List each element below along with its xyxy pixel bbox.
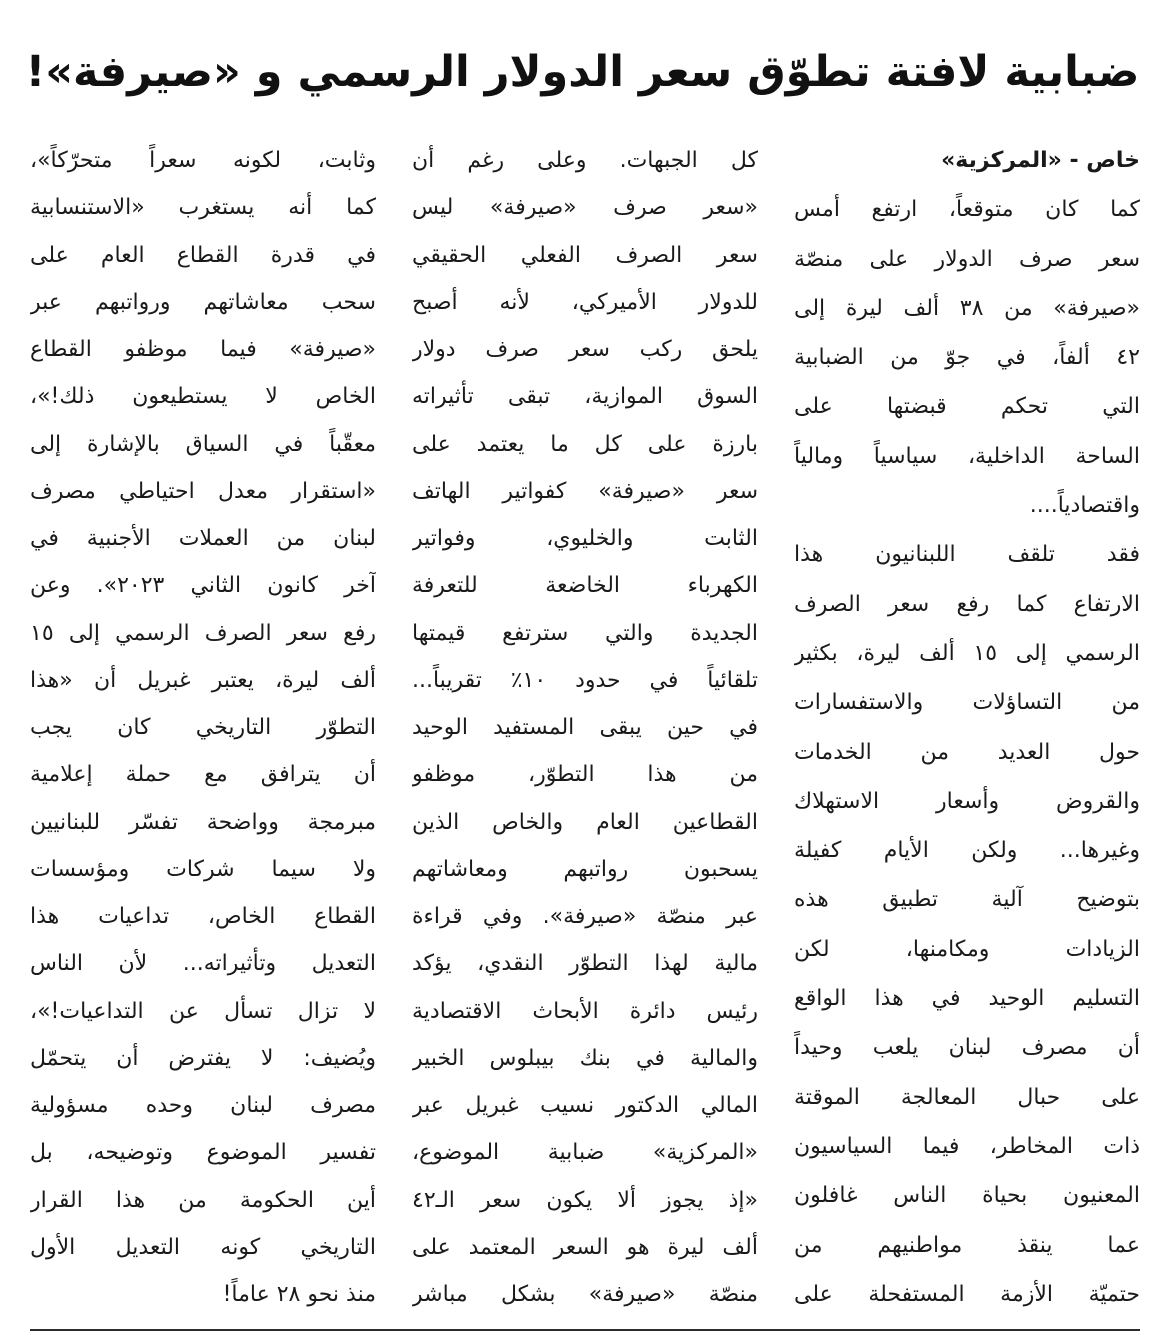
text-line: «سعر صرف «صيرفة» ليس xyxy=(412,195,758,221)
text-line: القطاع الخاص، تداعيات هذا xyxy=(30,904,376,929)
text-line: عما ينقذ مواطنيهم من xyxy=(794,1232,1140,1258)
text-line: ويُضيف: لا يفترض أن يتحمّل xyxy=(30,1045,376,1071)
text-line: أين الحكومة من هذا القرار xyxy=(30,1187,376,1213)
text-line: التسليم الوحيد في هذا الواقع xyxy=(794,986,1140,1012)
text-line: «المركزية» ضبابية الموضوع، xyxy=(412,1140,758,1166)
text-line: رئيس دائرة الأبحاث الاقتصادية xyxy=(412,998,758,1024)
text-line: أن يترافق مع حملة إعلامية xyxy=(30,762,376,788)
text-line: أن مصرف لبنان يلعب وحيداً xyxy=(794,1035,1140,1061)
text-line: للدولار الأميركي، لأنه أصبح xyxy=(412,289,758,315)
text-line: يلحق ركب سعر صرف دولار xyxy=(412,337,758,362)
column-3 xyxy=(30,138,376,1318)
text-line: «استقرار معدل احتياطي مصرف xyxy=(30,478,376,504)
text-line: ألف ليرة هو السعر المعتمد على xyxy=(412,1234,758,1260)
text-line: كما أنه يستغرب «الاستنسابية xyxy=(30,195,376,221)
text-line: المالي الدكتور نسيب غبريل عبر xyxy=(412,1093,758,1118)
text-line: سعر «صيرفة» كفواتير الهاتف xyxy=(412,478,758,504)
text-line: سعر الصرف الفعلي الحقيقي xyxy=(412,242,758,268)
text-line: الرسمي إلى ١٥ ألف ليرة، بكثير xyxy=(794,640,1140,666)
text-line: كما كان متوقعاً، ارتفع أمس xyxy=(794,197,1140,223)
text-line: وثابت، لكونه سعراً متحرّكاً»، xyxy=(30,148,376,173)
text-line: على حبال المعالجة الموقتة xyxy=(794,1084,1140,1110)
article-columns xyxy=(30,138,1140,1318)
text-line: منذ نحو ٢٨ عاماً! xyxy=(222,1282,376,1307)
text-line: القطاعين العام والخاص الذين xyxy=(412,809,758,835)
text-line: ألف ليرة، يعتبر غبريل أن «هذا xyxy=(30,667,376,693)
text-line: بتوضيح آلية تطبيق هذه xyxy=(794,887,1140,913)
text-line: من هذا التطوّر، موظفو xyxy=(412,762,758,788)
text-line: وغيرها... ولكن الأيام كفيلة xyxy=(794,838,1140,864)
text-line: منصّة «صيرفة» بشكل مباشر xyxy=(412,1282,758,1307)
text-line: معقّباً في السياق بالإشارة إلى xyxy=(30,431,376,457)
text-line: حتميّة الأزمة المستفحلة على xyxy=(794,1281,1140,1307)
text-line: في قدرة القطاع العام على xyxy=(30,242,376,268)
text-line: حول العديد من الخدمات xyxy=(794,739,1140,765)
text-line: «صيرفة» فيما موظفو القطاع xyxy=(30,337,376,362)
text-line: عبر منصّة «صيرفة». وفي قراءة xyxy=(412,904,758,929)
text-line: السوق الموازية، تبقى تأثيراته xyxy=(412,384,758,410)
text-line: لبنان من العملات الأجنبية في xyxy=(30,526,376,551)
text-line: الخاص لا يستطيعون ذلك!»، xyxy=(30,384,376,410)
text-line: التطوّر التاريخي كان يجب xyxy=(30,715,376,740)
column-2 xyxy=(412,138,758,1318)
text-line: الكهرباء الخاضعة للتعرفة xyxy=(412,573,758,599)
text-line: لا تزال تسأل عن التداعيات!»، xyxy=(30,998,376,1024)
text-line: واقتصادياً.... xyxy=(1029,493,1140,519)
text-line: التاريخي كونه التعديل الأول xyxy=(30,1234,376,1260)
text-line: الساحة الداخلية، سياسياً ومالياً xyxy=(794,443,1140,469)
bottom-rule xyxy=(30,1329,1140,1331)
text-line: من التساؤلات والاستفسارات xyxy=(794,690,1140,716)
text-line: سحب معاشاتهم ورواتبهم عبر xyxy=(30,289,376,315)
text-line: تفسير الموضوع وتوضيحه، بل xyxy=(30,1140,376,1166)
text-line: في حين يبقى المستفيد الوحيد xyxy=(412,715,758,740)
text-line: بارزة على كل ما يعتمد على xyxy=(412,431,758,457)
text-line: فقد تلقف اللبنانيون هذا xyxy=(794,542,1140,568)
text-line: ذات المخاطر، فيما السياسيون xyxy=(794,1133,1140,1159)
text-line: والقروض وأسعار الاستهلاك xyxy=(794,788,1140,814)
text-line: ٤٢ ألفاً، في جوّ من الضبابية xyxy=(794,345,1140,371)
text-line: كل الجبهات. وعلى رغم أن xyxy=(412,148,758,173)
text-line: مالية لهذا التطوّر النقدي، يؤكد xyxy=(412,951,758,977)
text-line: يسحبون رواتبهم ومعاشاتهم xyxy=(412,856,758,882)
byline: خاص - «المركزية» xyxy=(941,148,1140,173)
text-line: الزيادات ومكامنها، لكن xyxy=(794,936,1140,962)
text-line: تلقائياً في حدود ١٠٪ تقريباً... xyxy=(412,667,758,693)
column-1 xyxy=(794,138,1140,1318)
text-line: مصرف لبنان وحده مسؤولية xyxy=(30,1093,376,1118)
text-line: مبرمجة وواضحة تفسّر للبنانيين xyxy=(30,809,376,835)
text-line: والمالية في بنك بيبلوس الخبير xyxy=(412,1045,758,1071)
text-line: «صيرفة» من ٣٨ ألف ليرة إلى xyxy=(794,295,1140,321)
text-line: آخر كانون الثاني ٢٠٢٣». وعن xyxy=(30,573,376,599)
text-line: التي تحكم قبضتها على xyxy=(794,394,1140,420)
text-line: المعنيون بحياة الناس غافلون xyxy=(794,1183,1140,1209)
text-line: الجديدة والتي سترتفع قيمتها xyxy=(412,620,758,646)
text-line: «إذ يجوز ألا يكون سعر الـ٤٢ xyxy=(412,1187,758,1213)
text-line: الثابت والخليوي، وفواتير xyxy=(412,526,758,551)
text-line: سعر صرف الدولار على منصّة xyxy=(794,246,1140,272)
text-line: رفع سعر الصرف الرسمي إلى ١٥ xyxy=(30,620,376,646)
text-line: الارتفاع كما رفع سعر الصرف xyxy=(794,591,1140,617)
text-line: التعديل وتأثيراته... لأن الناس xyxy=(30,951,376,977)
text-line: ولا سيما شركات ومؤسسات xyxy=(30,856,376,882)
headline: ضبابية لافتة تطوّق سعر الدولار الرسمي و «صيرفة»! xyxy=(25,47,1140,97)
